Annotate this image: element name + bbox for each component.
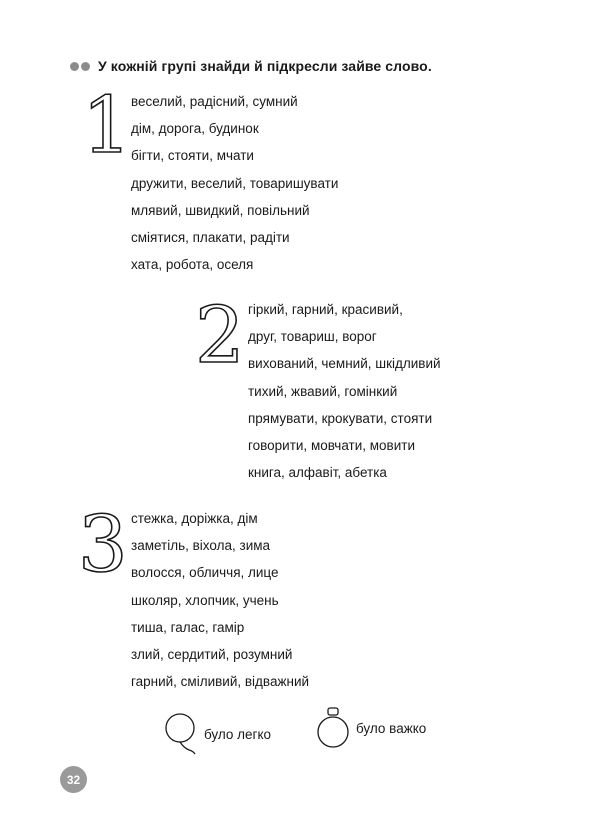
group-1-line[interactable]: хата, робота, оселя [131,257,254,273]
group-1-line[interactable]: дім, дорога, будинок [131,121,259,137]
group-1-line[interactable]: бігти, стояти, мчати [131,148,254,164]
group-3-line[interactable]: школяр, хлопчик, учень [131,592,279,608]
group-3-line[interactable]: тиша, галас, гамір [131,619,245,635]
rating-hard[interactable] [316,706,426,750]
group-2-line[interactable]: тихий, жвавий, гомінкий [248,383,398,399]
group-1-line[interactable]: веселий, радісний, сумний [131,94,298,109]
group-1-list [131,92,338,282]
group-2-line[interactable]: прямувати, крокувати, стояти [248,410,433,426]
group-2-number: 2 [195,291,245,381]
group-1-line[interactable]: млявий, швидкий, повільний [131,202,310,218]
group-3-line[interactable]: волосся, обличчя, лице [131,565,279,581]
bullet-dot [81,62,90,71]
instruction-text: У кожній групі знайди й підкресли зайве слово. [98,58,432,74]
group-3-number: 3 [78,500,128,590]
rating-hard-label: було важко [356,720,427,736]
group-1-line[interactable]: сміятися, плакати, радіти [131,229,290,245]
group-2-line[interactable]: гіркий, гарний, красивий, [248,302,403,317]
group-2-line[interactable]: говорити, мовчати, мовити [248,437,415,453]
bullet-dots-icon [70,62,90,71]
group-2-line[interactable]: друг, товариш, ворог [248,329,377,345]
bullet-dot [70,62,79,71]
group-2-line[interactable]: книга, алфавіт, абетка [248,465,387,481]
group-3-line[interactable]: заметіль, віхола, зима [131,538,271,554]
page-number-badge: 32 [60,766,87,793]
task-instruction [70,58,432,74]
rating-easy-label: було легко [204,726,272,742]
group-1-number: 1 [82,81,132,171]
group-3-line[interactable]: стежка, доріжка, дім [131,511,258,526]
group-3-line[interactable]: гарний, сміливий, відважний [131,674,310,690]
group-2-list [248,300,441,490]
group-3-list [131,509,309,699]
balloon-icon [164,712,198,756]
group-1-line[interactable]: дружити, веселий, товаришувати [131,175,339,191]
group-3-line[interactable]: злий, сердитий, розумний [131,646,293,662]
group-2-line[interactable]: вихований, чемний, шкідливий [248,356,441,372]
rating-easy[interactable] [164,712,271,756]
weight-icon [316,706,350,750]
